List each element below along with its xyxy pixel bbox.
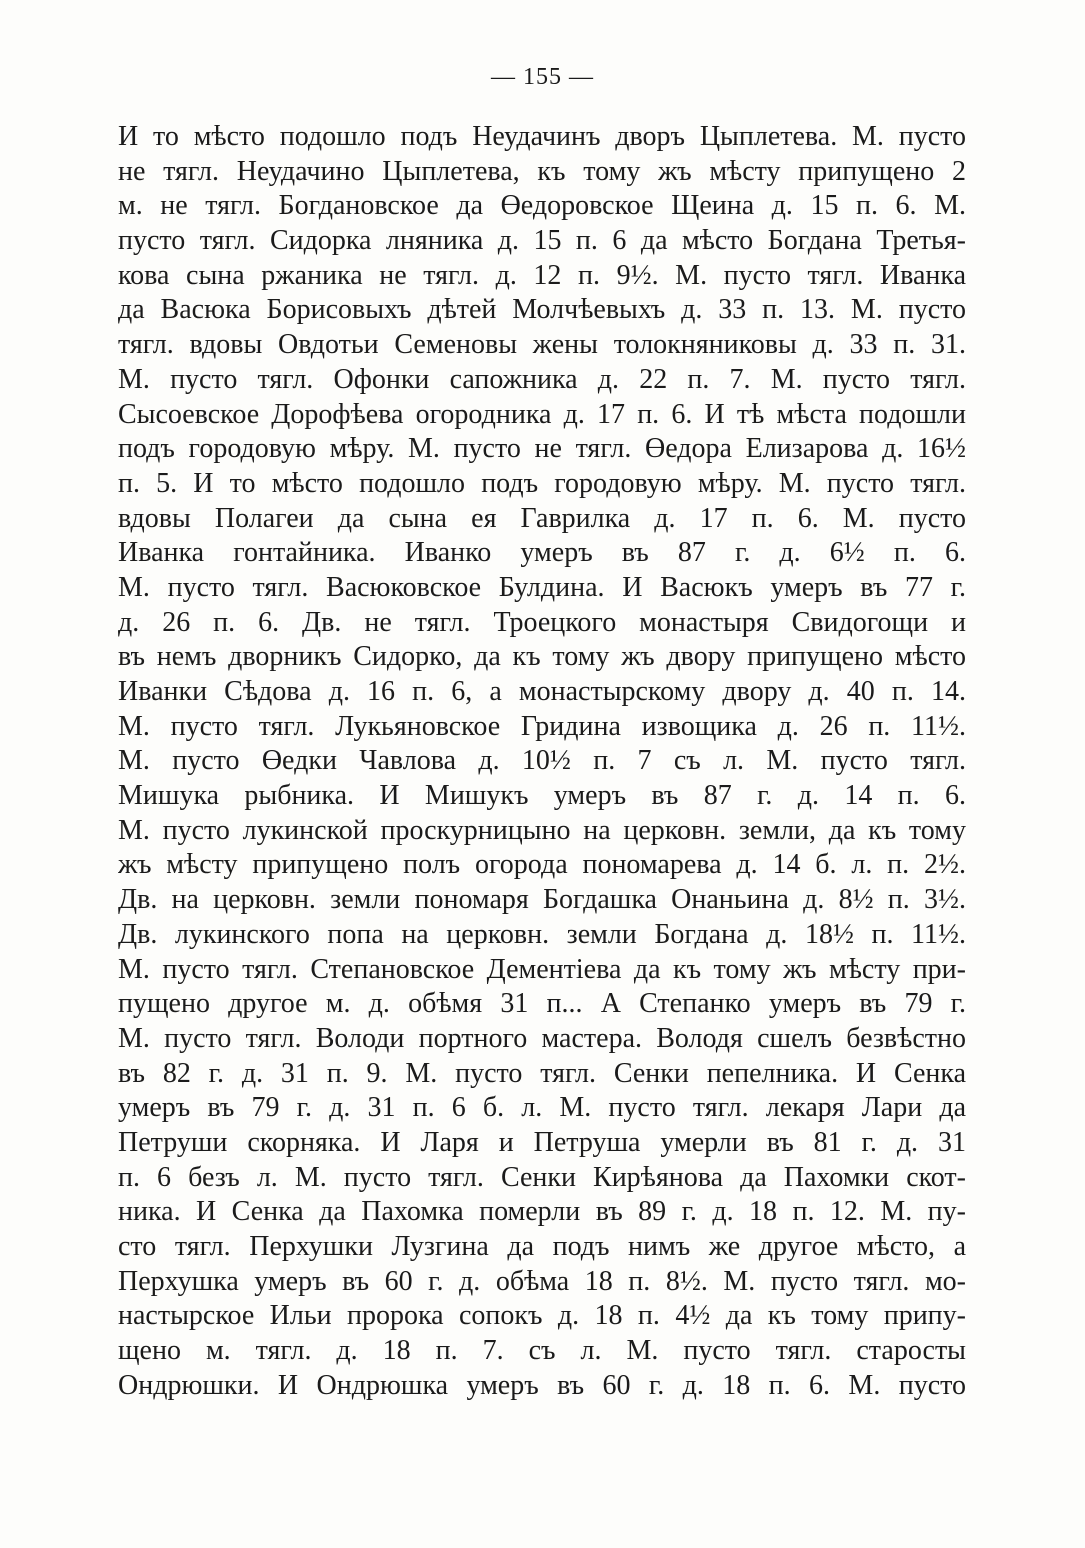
- text-line: пусто тягл. Сидорка лняника д. 15 п. 6 да мѣсто Богдана Третья-: [118, 225, 966, 257]
- text-line: д. 26 п. 6. Дв. не тягл. Троецкого монастыря Свидогощи и: [118, 606, 966, 638]
- text-line: кова сына ржаника не тягл. д. 12 п. 9½. М. пусто тягл. Иванка: [118, 259, 966, 291]
- text-line: п. 6 безъ л. М. пусто тягл. Сенки Кирѣянова да Пахомки скот-: [118, 1161, 966, 1193]
- text-line: Перхушка умеръ въ 60 г. д. обѣма 18 п. 8½. М. пусто тягл. мо-: [118, 1265, 966, 1297]
- text-line: Петруши скорняка. И Ларя и Петруша умерли въ 81 г. д. 31: [118, 1126, 966, 1158]
- text-line: м. не тягл. Богдановское да Өедоровское Щеина д. 15 п. 6. М.: [118, 190, 966, 222]
- text-line: вдовы Полагеи да сына ея Гаврилка д. 17 п. 6. М. пусто: [118, 502, 966, 534]
- text-line: Дв. на церковн. земли пономаря Богдашка Онаньина д. 8½ п. 3½.: [118, 884, 966, 916]
- body-text: [118, 120, 966, 1403]
- text-line: М. пусто тягл. Володи портного мастера. Володя сшелъ безвѣстно: [118, 1022, 966, 1054]
- text-line: М. пусто тягл. Лукьяновское Гридина извощика д. 26 п. 11½.: [118, 710, 966, 742]
- text-line: настырское Ильи пророка сопокъ д. 18 п. 4½ да къ тому припу-: [118, 1300, 966, 1332]
- text-line: да Васюка Борисовыхъ дѣтей Молчѣевыхъ д. 33 п. 13. М. пусто: [118, 294, 966, 326]
- text-line: М. пусто тягл. Васюковское Булдина. И Васюкъ умеръ въ 77 г.: [118, 571, 966, 603]
- text-line: сто тягл. Перхушки Лузгина да подъ нимъ же другое мѣсто, а: [118, 1231, 966, 1262]
- text-line: ника. И Сенка да Пахомка померли въ 89 г. д. 18 п. 12. М. пу-: [118, 1196, 966, 1228]
- text-line: М. пусто тягл. Офонки сапожника д. 22 п. 7. М. пусто тягл.: [118, 363, 966, 395]
- text-line: щено м. тягл. д. 18 п. 7. съ л. М. пусто тягл. старосты: [118, 1335, 966, 1367]
- text-line: М. пусто тягл. Степановское Дементіева да къ тому жъ мѣсту при-: [118, 953, 966, 985]
- page-number: — 155 —: [491, 64, 594, 90]
- text-line: М. пусто лукинской проскурницыно на церковн. земли, да къ тому: [118, 814, 966, 846]
- text-line: тягл. вдовы Овдотьи Семеновы жены толокняниковы д. 33 п. 31.: [118, 329, 966, 361]
- text-line: И то мѣсто подошло подъ Неудачинъ дворъ Цыплетева. М. пусто: [118, 121, 966, 152]
- text-line: пущено другое м. д. обѣмя 31 п... А Степанко умеръ въ 79 г.: [118, 988, 966, 1020]
- text-line: Иванки Сѣдова д. 16 п. 6, а монастырскому двору д. 40 п. 14.: [118, 676, 966, 707]
- text-line: Дв. лукинского попа на церковн. земли Богдана д. 18½ п. 11½.: [118, 918, 966, 950]
- text-line: Ондрюшки. И Ондрюшка умеръ въ 60 г. д. 18 п. 6. М. пусто: [118, 1369, 966, 1401]
- text-line: Сысоевское Дорофѣева огородника д. 17 п. 6. И тѣ мѣста подошли: [118, 398, 966, 430]
- text-line: Иванка гонтайника. Иванко умеръ въ 87 г. д. 6½ п. 6.: [118, 537, 966, 569]
- text-line: Мишука рыбника. И Мишукъ умеръ въ 87 г. д. 14 п. 6.: [118, 780, 966, 812]
- text-line: въ 82 г. д. 31 п. 9. М. пусто тягл. Сенки пепелника. И Сенка: [118, 1057, 966, 1089]
- text-line: подъ городовую мѣру. М. пусто не тягл. Өедора Елизарова д. 16½: [118, 433, 966, 465]
- text-line: умеръ въ 79 г. д. 31 п. 6 б. л. М. пусто тягл. лекаря Лари да: [118, 1092, 966, 1124]
- text-line: п. 5. И то мѣсто подошло подъ городовую мѣру. М. пусто тягл.: [118, 467, 966, 499]
- text-line: М. пусто Өедки Чавлова д. 10½ п. 7 съ л. М. пусто тягл.: [118, 745, 966, 777]
- text-line: жъ мѣсту припущено полъ огорода пономарева д. 14 б. л. п. 2½.: [118, 849, 966, 881]
- text-line: въ немъ дворникъ Сидорко, да къ тому жъ двору припущено мѣсто: [118, 641, 966, 673]
- text-line: не тягл. Неудачино Цыплетева, къ тому жъ мѣсту припущено 2: [118, 155, 966, 187]
